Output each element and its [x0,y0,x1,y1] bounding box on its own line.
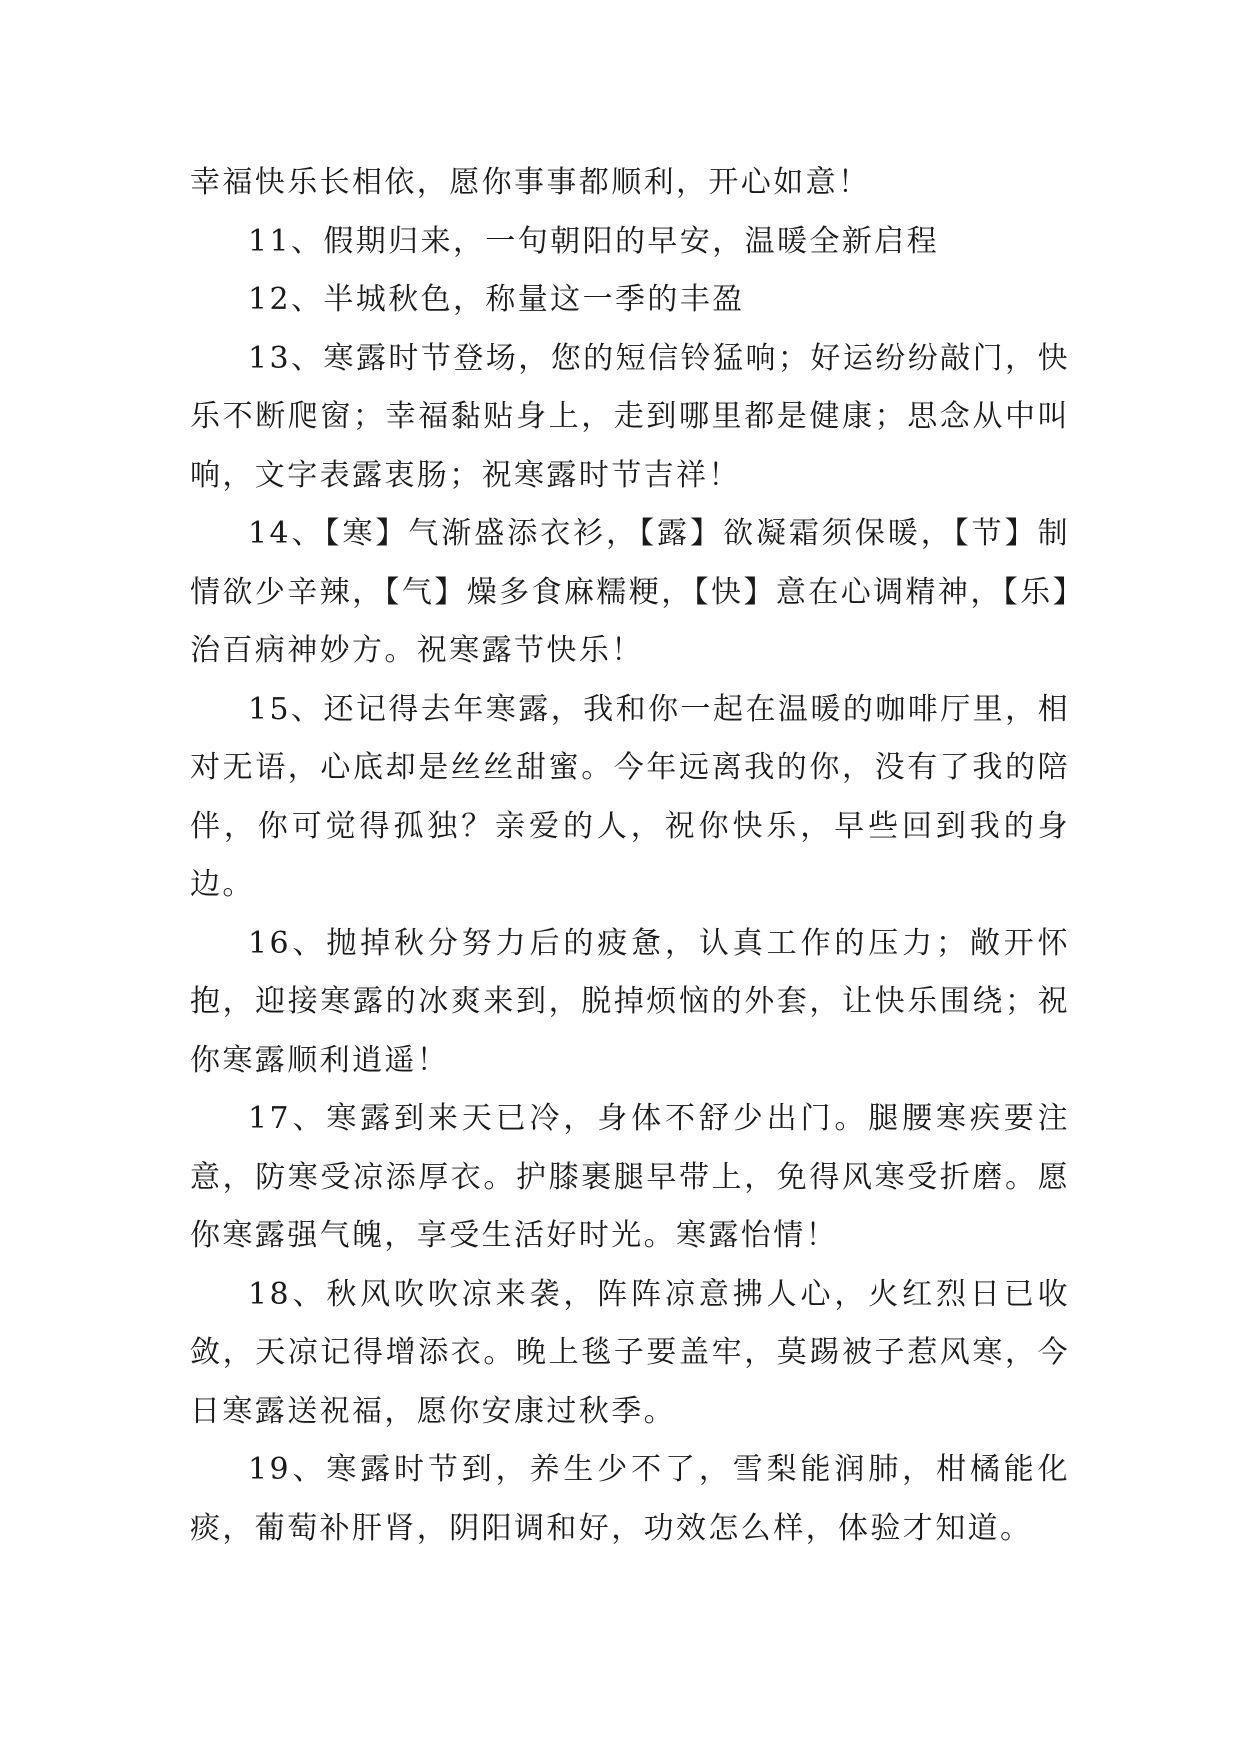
paragraph-12: 12、半城秋色，称量这一季的丰盈 [248,282,745,317]
paragraph-14: 14、【寒】气渐盛添衣衫，【露】欲凝霜须保暖，【节】制情欲少辛辣，【气】燥多食麻糯粳，【快】意在心调精神，【乐】治百病神妙方。祝寒露节快乐！ [190,516,1070,668]
paragraph-17: 17、寒露到来天已冷，身体不舒少出门。腿腰寒疾要注意，防寒受凉添厚衣。护膝裹腿早带上，免得风寒受折磨。愿你寒露强气魄，享受生活好时光。寒露怡情！ [190,1101,1070,1253]
paragraph-13: 13、寒露时节登场，您的短信铃猛响；好运纷纷敲门，快乐不断爬窗；幸福黏贴身上，走到哪里都是健康；思念从中叫响，文字表露衷肠；祝寒露时节吉祥！ [190,340,1070,493]
paragraph-15: 15、还记得去年寒露，我和你一起在温暖的咖啡厅里，相对无语，心底却是丝丝甜蜜。今年远离我的你，没有了我的陪伴，你可觉得孤独？亲爱的人，祝你快乐，早些回到我的身边。 [190,691,1070,902]
document-page [190,154,1070,1558]
paragraph-11: 11、假期归来，一句朝阳的早安，温暖全新启程 [248,223,939,259]
paragraph-18: 18、秋风吹吹凉来袭，阵阵凉意拂人心，火红烈日已收敛，天凉记得增添衣。晚上毯子要盖牢，莫踢被子惹风寒，今日寒露送祝福，愿你安康过秋季。 [190,1276,1070,1429]
paragraph-continued: 幸福快乐长相依，愿你事事都顺利，开心如意！ [190,165,871,200]
paragraph-19: 19、寒露时节到，养生少不了，雪梨能润肺，柑橘能化痰，葡萄补肝肾，阴阳调和好，功效怎么样，体验才知道。 [190,1452,1070,1546]
paragraph-16: 16、抛掉秋分努力后的疲惫，认真工作的压力；敞开怀抱，迎接寒露的冰爽来到，脱掉烦恼的外套，让快乐围绕；祝你寒露顺利逍遥！ [190,925,1070,1078]
